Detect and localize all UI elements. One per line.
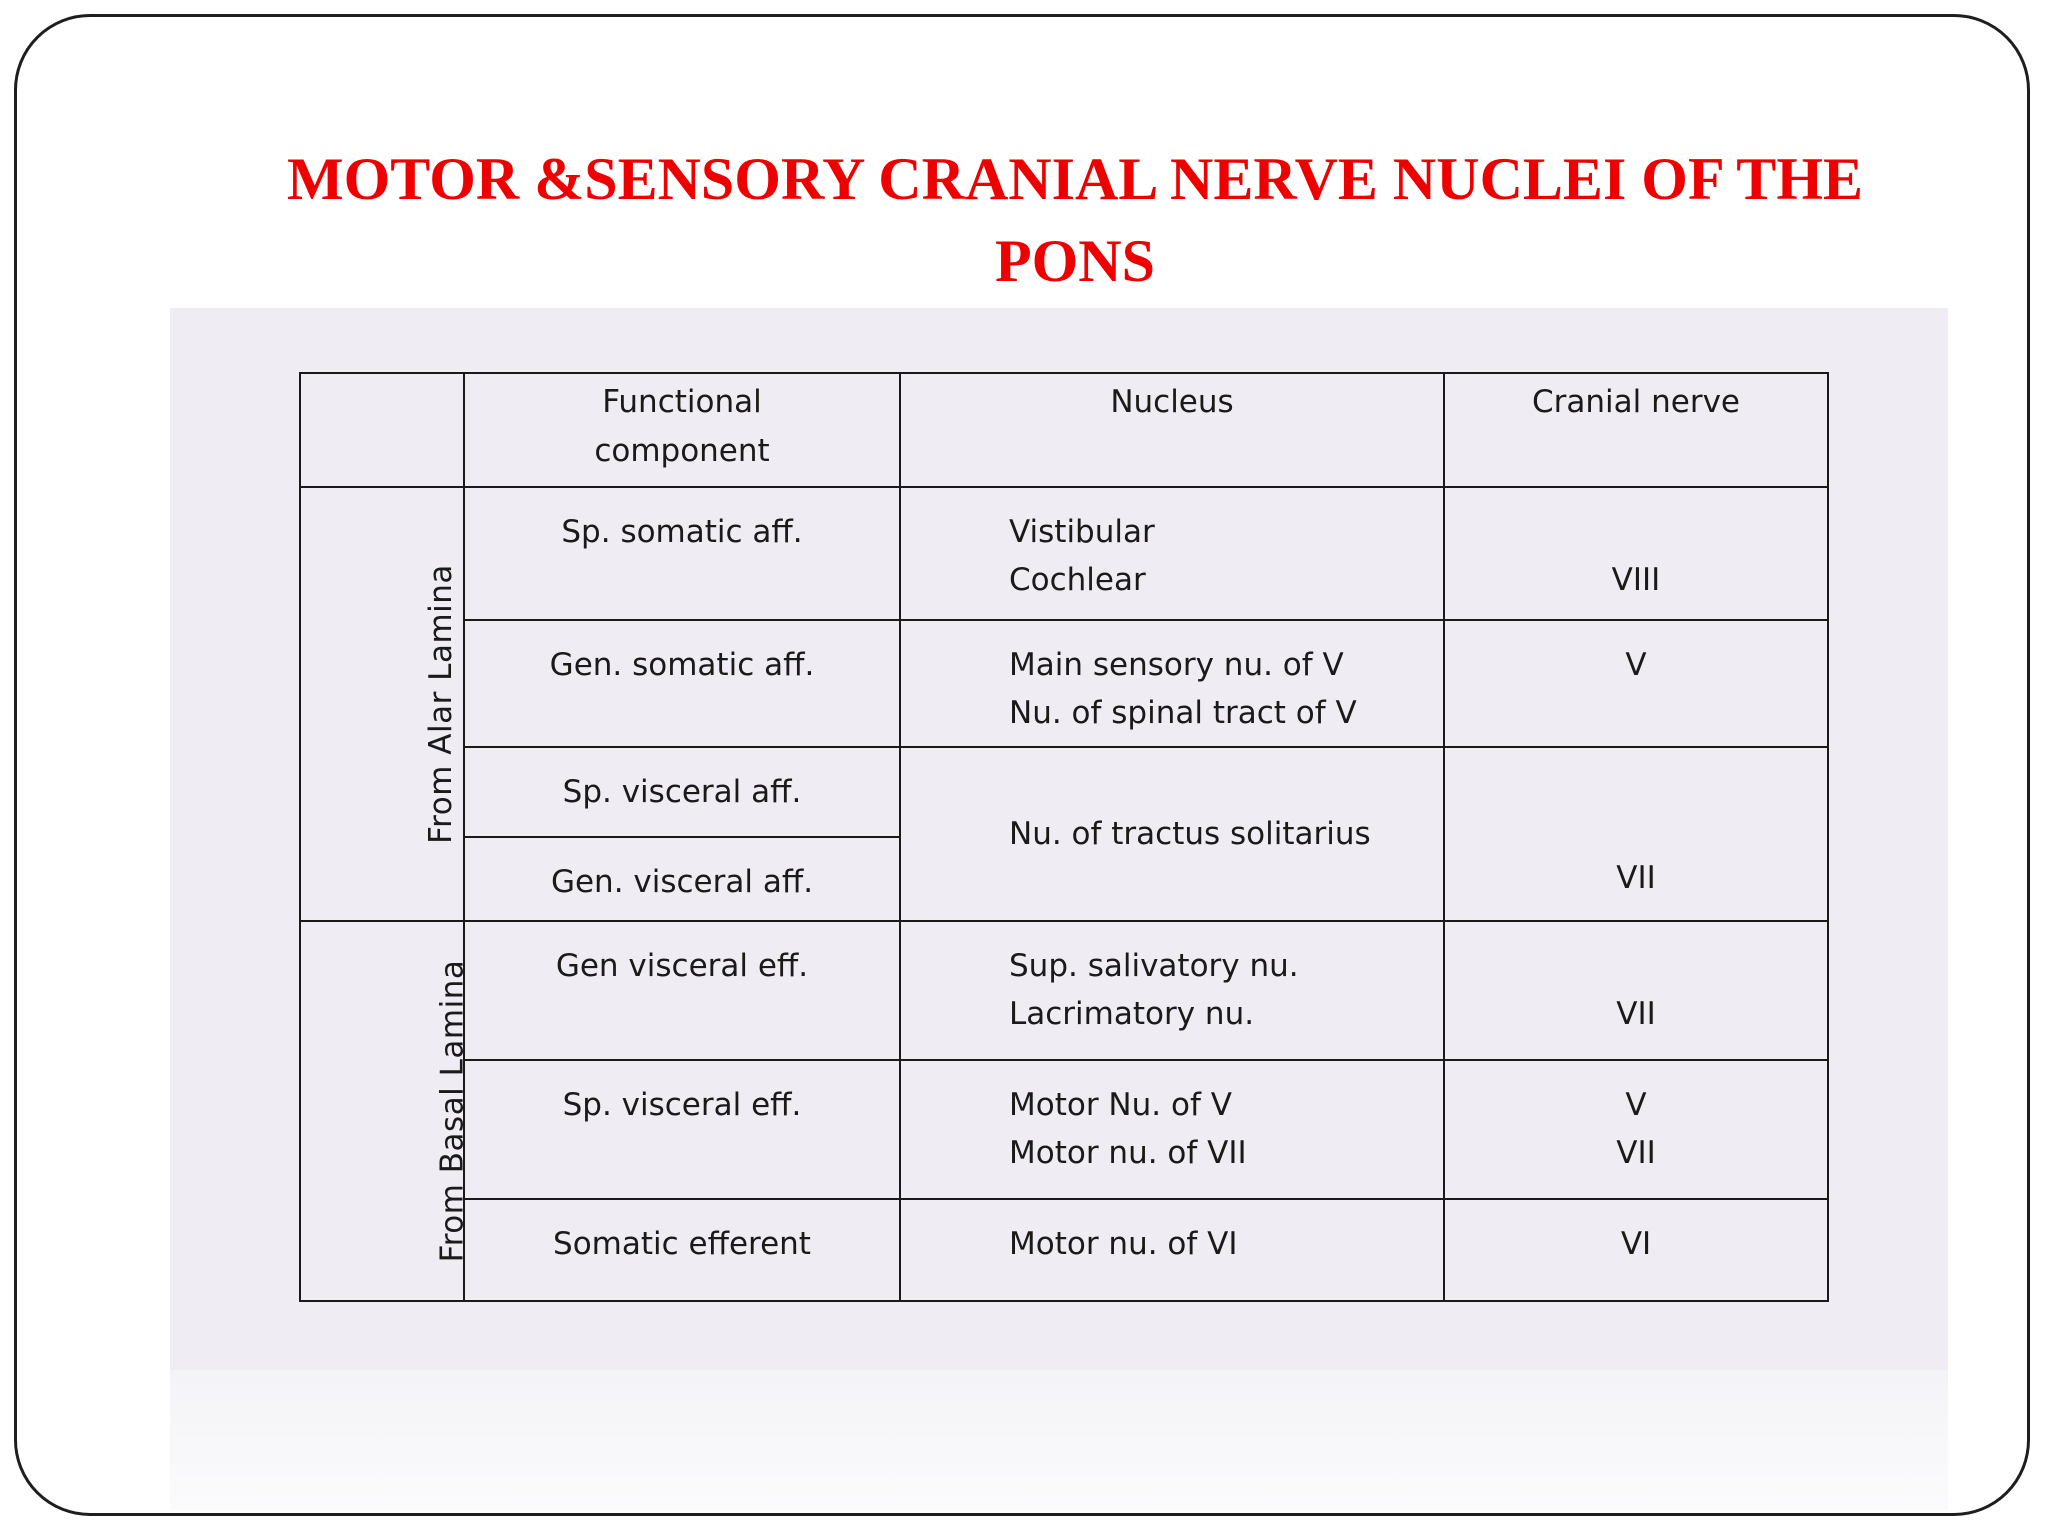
table-row [300, 1199, 1828, 1301]
cranial-nerve-cell-merged: VII [1444, 747, 1828, 921]
nucleus-line: Motor Nu. of V [1009, 1087, 1232, 1123]
functional-component-cell: Sp. visceral eff. [464, 1060, 900, 1199]
header-nucleus: Nucleus [900, 373, 1444, 487]
nucleus-line: Nu. of spinal tract of V [1009, 695, 1357, 731]
group-label-alar-lamina: From Alar Lamina [422, 564, 459, 844]
table-row [300, 487, 1828, 620]
cranial-nerve-nuclei-table [299, 372, 1829, 1302]
nucleus-line: Sup. salivatory nu. [1009, 948, 1299, 984]
cranial-nerve-cell: VI [1444, 1199, 1828, 1301]
cranial-nerve-cell: V [1444, 620, 1828, 747]
cranial-nerve-cell: VIII [1444, 487, 1828, 620]
functional-component-cell: Gen. somatic aff. [464, 620, 900, 747]
table-header-row [300, 373, 1828, 487]
group-label-cell-alar [300, 487, 464, 921]
scanned-image-bottom-fade [170, 1370, 1948, 1510]
nucleus-line: Vistibular [1009, 514, 1155, 550]
cranial-nerve-line: VII [1616, 1135, 1656, 1171]
functional-component-cell: Gen visceral eff. [464, 921, 900, 1060]
functional-component-cell: Sp. somatic aff. [464, 487, 900, 620]
cranial-nerve-cell: VII [1444, 921, 1828, 1060]
functional-component-cell: Sp. visceral aff. [464, 747, 900, 837]
nucleus-line: Nu. of tractus solitarius [1009, 816, 1371, 852]
nucleus-cell [900, 620, 1444, 747]
table-row [300, 620, 1828, 747]
nucleus-line: Main sensory nu. of V [1009, 647, 1344, 683]
header-functional-component [464, 373, 900, 487]
nucleus-cell: Motor nu. of VI [900, 1199, 1444, 1301]
header-empty-cell [300, 373, 464, 487]
cranial-nerve-cell [1444, 1060, 1828, 1199]
nucleus-line: Lacrimatory nu. [1009, 996, 1255, 1032]
nucleus-line: Cochlear [1009, 562, 1146, 598]
table-row [300, 1060, 1828, 1199]
nucleus-cell [900, 921, 1444, 1060]
table-row [300, 921, 1828, 1060]
functional-component-cell: Somatic efferent [464, 1199, 900, 1301]
slide-title: MOTOR &SENSORY CRANIAL NERVE NUCLEI OF THE PONS [286, 146, 1864, 294]
group-label-cell-basal [300, 921, 471, 1301]
nucleus-cell [900, 1060, 1444, 1199]
group-label-basal-lamina: From Basal Lamina [434, 959, 471, 1263]
header-functional-component-line-2: component [594, 433, 770, 469]
nucleus-cell-merged [900, 747, 1444, 921]
nucleus-cell [900, 487, 1444, 620]
functional-component-cell: Gen. visceral aff. [464, 837, 900, 921]
cranial-nerve-line: V [1625, 1087, 1647, 1123]
table-row [300, 747, 1828, 837]
nucleus-line: Motor nu. of VII [1009, 1135, 1247, 1171]
header-cranial-nerve: Cranial nerve [1444, 373, 1828, 487]
header-functional-component-line-1: Functional [602, 384, 762, 420]
